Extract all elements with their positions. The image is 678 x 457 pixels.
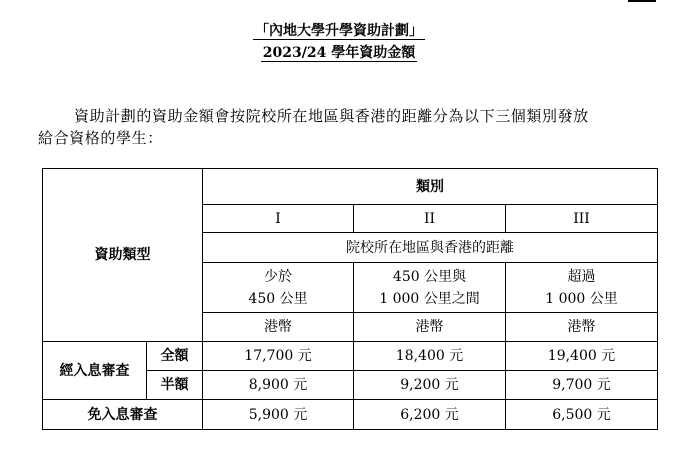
page-corner-mark [628, 0, 656, 2]
currency-cell: 港幣 [354, 313, 506, 342]
intro-line-1: 資助計劃的資助金額會按院校所在地區與香港的距離分為以下三個類別發放 [74, 107, 589, 125]
category-cell: III [506, 205, 658, 233]
document-subtitle [0, 44, 678, 62]
category-cell: II [354, 205, 506, 233]
amount-cell: 6,500 元 [506, 400, 658, 430]
table-row [43, 169, 658, 205]
distance-line: 450 公里與 [392, 268, 467, 285]
full-grant-label: 全額 [147, 342, 203, 371]
distance-line: 450 公里 [248, 290, 308, 307]
distance-line: 超過 [567, 268, 596, 285]
table-row [43, 400, 658, 430]
amount-cell: 6,200 元 [354, 400, 506, 430]
distance-line: 少於 [264, 268, 292, 285]
amount-cell: 9,200 元 [354, 371, 506, 400]
distance-line: 1 000 公里 [545, 290, 618, 307]
currency-cell: 港幣 [203, 313, 354, 342]
amount-cell: 5,900 元 [203, 400, 354, 430]
funding-type-header: 資助類型 [43, 169, 203, 342]
amount-cell: 18,400 元 [354, 342, 506, 371]
amount-cell: 8,900 元 [203, 371, 354, 400]
non-means-tested-label: 免入息審查 [43, 400, 203, 430]
distance-cell [506, 263, 658, 313]
amount-cell: 19,400 元 [506, 342, 658, 371]
distance-cell [203, 263, 354, 313]
distance-cell [354, 263, 506, 313]
half-grant-label: 半額 [147, 371, 203, 400]
currency-cell: 港幣 [506, 313, 658, 342]
funding-table [42, 168, 658, 430]
amount-cell: 9,700 元 [506, 371, 658, 400]
intro-line-2: 給合資格的學生： [38, 129, 163, 147]
document-title-text: 「內地大學升學資助計劃」 [255, 23, 423, 39]
document-subtitle-text: 2023/24 學年資助金額 [262, 45, 416, 61]
document-title [0, 22, 678, 40]
amount-cell: 17,700 元 [203, 342, 354, 371]
intro-paragraph [38, 105, 650, 149]
category-cell: I [203, 205, 354, 233]
means-tested-label: 經入息審查 [43, 342, 147, 400]
category-header: 類別 [203, 169, 658, 205]
distance-header: 院校所在地區與香港的距離 [203, 233, 658, 263]
distance-line: 1 000 公里之間 [379, 290, 480, 307]
table-row [43, 342, 658, 371]
